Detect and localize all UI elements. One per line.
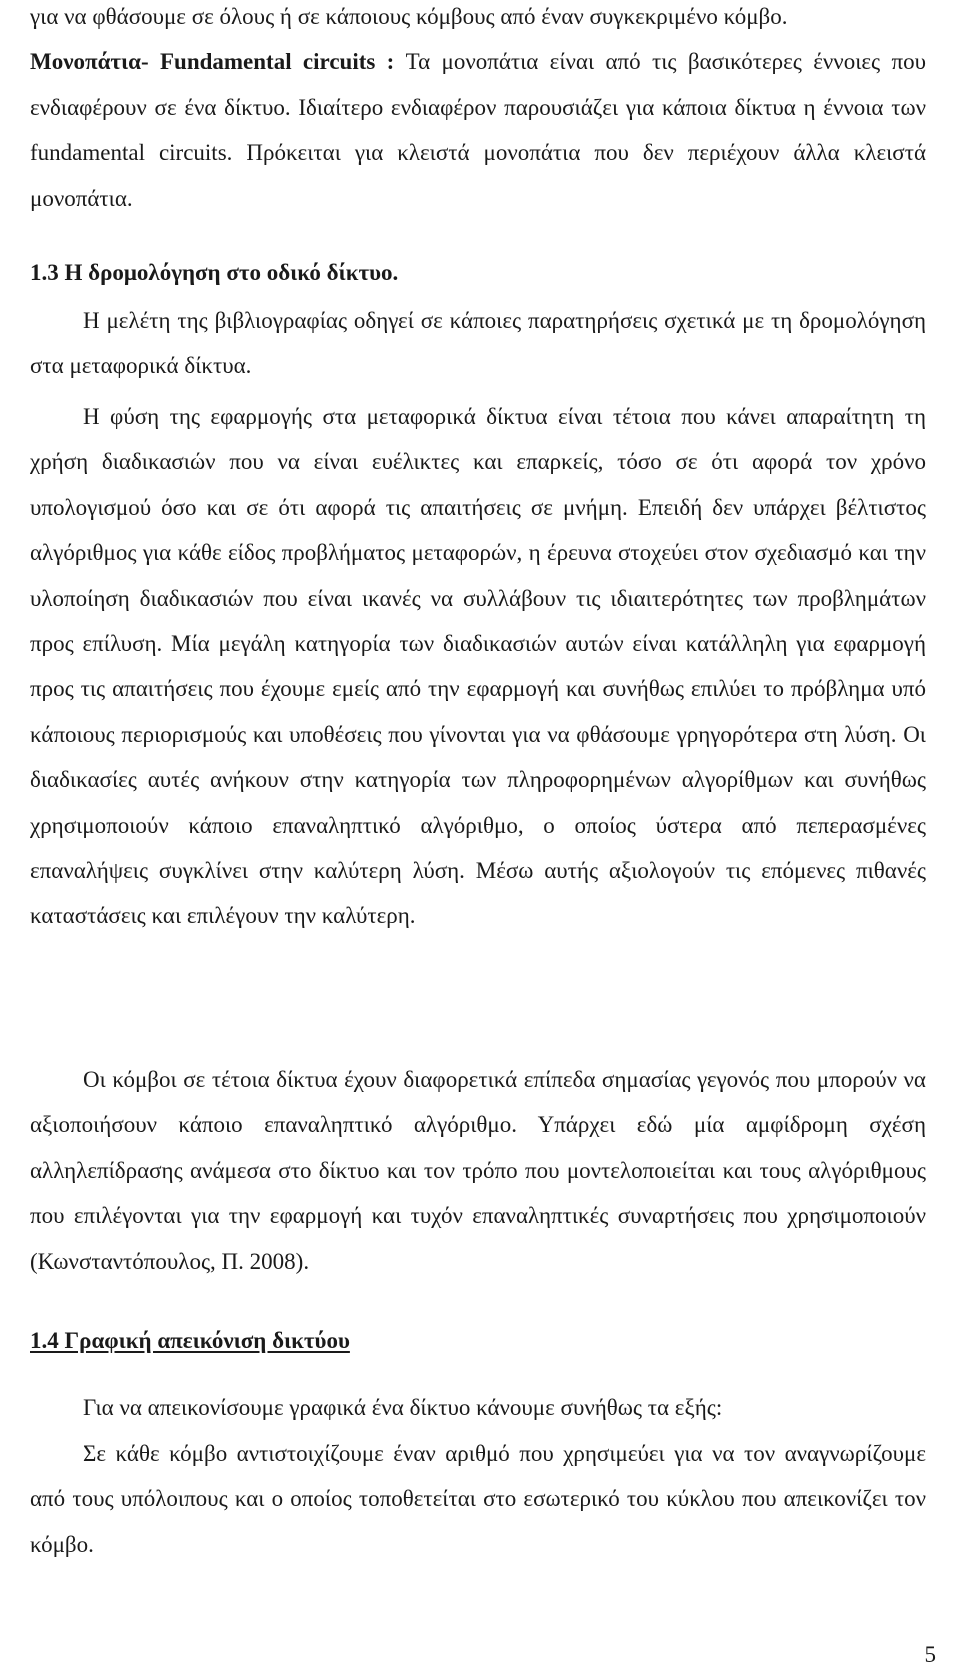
paragraph-node-numbering: Σε κάθε κόμβο αντιστοιχίζουμε έναν αριθμό που χρησιμεύει για να τον αναγνωρίζουμε από τους υπόλοιπους και ο οποίος τοποθετείται στο εσωτερικό του κύκλου που απεικονίζει τον κόμβο.	[30, 1441, 926, 1557]
term-paths-fundamental-circuits: Μονοπάτια- Fundamental circuits	[30, 49, 376, 75]
paths-definition-text: Τα μονοπάτια είναι από τις βασικότερες έννοιες που ενδιαφέρουν σε ένα δίκτυο. Ιδιαίτερο ενδιαφέρον παρουσιάζει για κάποια δίκτυα η έννοια των fundamental circuits. Πρόκειται για κλειστά μονοπάτια που δεν περιέχουν άλλα κλειστά μονοπάτια.	[30, 49, 926, 211]
paragraph-graphical-intro: Για να απεικονίσουμε γραφικά ένα δίκτυο κάνουμε συνήθως τα εξής:	[83, 1395, 723, 1420]
section-heading-1-4: 1.4 Γραφική απεικόνιση δικτύου	[30, 1328, 350, 1353]
section-heading-1-3: 1.3 Η δρομολόγηση στο οδικό δίκτυο.	[30, 260, 399, 285]
paragraph-literature-study: Η μελέτη της βιβλιογραφίας οδηγεί σε κάποιες παρατηρήσεις σχετικά με τη δρομολόγηση στα μεταφορικά δίκτυα.	[30, 308, 926, 379]
paragraph-application-nature: Η φύση της εφαρμογής στα μεταφορικά δίκτυα είναι τέτοια που κάνει απαραίτητη τη χρήση διαδικασιών που να είναι ευέλικτες και επαρκείς, τόσο σε ότι αφορά τον χρόνο υπολογισμού όσο και σε ότι αφορά τις απαιτήσεις σε μνήμη. Επειδή δεν υπάρχει βέλτιστος αλγόριθμος για κάθε είδος προβλήματος μεταφορών, η έρευνα στοχεύει στον σχεδιασμό και την υλοποίηση διαδικασιών που είναι ικανές να συλλάβουν τις ιδιαιτερότητες των προβλημάτων προς επίλυση. Μία μεγάλη κατηγορία των διαδικασιών αυτών είναι κατάλληλη για εφαρμογή προς τις απαιτήσεις που έχουμε εμείς από την εφαρμογή και συνήθως επιλύει το πρόβλημα υπό κάποιους περιορισμούς και υποθέσεις που γίνονται για να φθάσουμε γρηγορότερα στη λύση. Οι διαδικασίες αυτές ανήκουν στην κατηγορία των πληροφορημένων αλγορίθμων και συνήθως χρησιμοποιούν κάποιο επαναληπτικό αλγόριθμο, ο οποίος ύστερα από πεπερασμένες επαναλήψεις συγκλίνει στην καλύτερη λύση. Μέσω αυτής αξιολογούν τις επόμενες πιθανές καταστάσεις και επιλέγουν την καλύτερη.	[30, 404, 926, 929]
paragraph-paths	[30, 0, 926, 221]
paragraph-continuation-line: για να φθάσουμε σε όλους ή σε κάποιους κόμβους από έναν συγκεκριμένο κόμβο.	[30, 4, 788, 29]
page-number: 5	[924, 1642, 936, 1667]
term-colon: :	[375, 49, 406, 75]
paragraph-node-importance: Οι κόμβοι σε τέτοια δίκτυα έχουν διαφορετικά επίπεδα σημασίας γεγονός που μπορούν να αξιοποιήσουν κάποιο επαναληπτικό αλγόριθμο. Υπάρχει εδώ μία αμφίδρομη σχέση αλληλεπίδρασης ανάμεσα στο δίκτυο και τον τρόπο που μοντελοποιείται και τους αλγόριθμους που επιλέγονται για την εφαρμογή και τυχόν επαναληπτικές συναρτήσεις που χρησιμοποιούν (Κωνσταντόπουλος, Π. 2008).	[30, 1067, 926, 1274]
